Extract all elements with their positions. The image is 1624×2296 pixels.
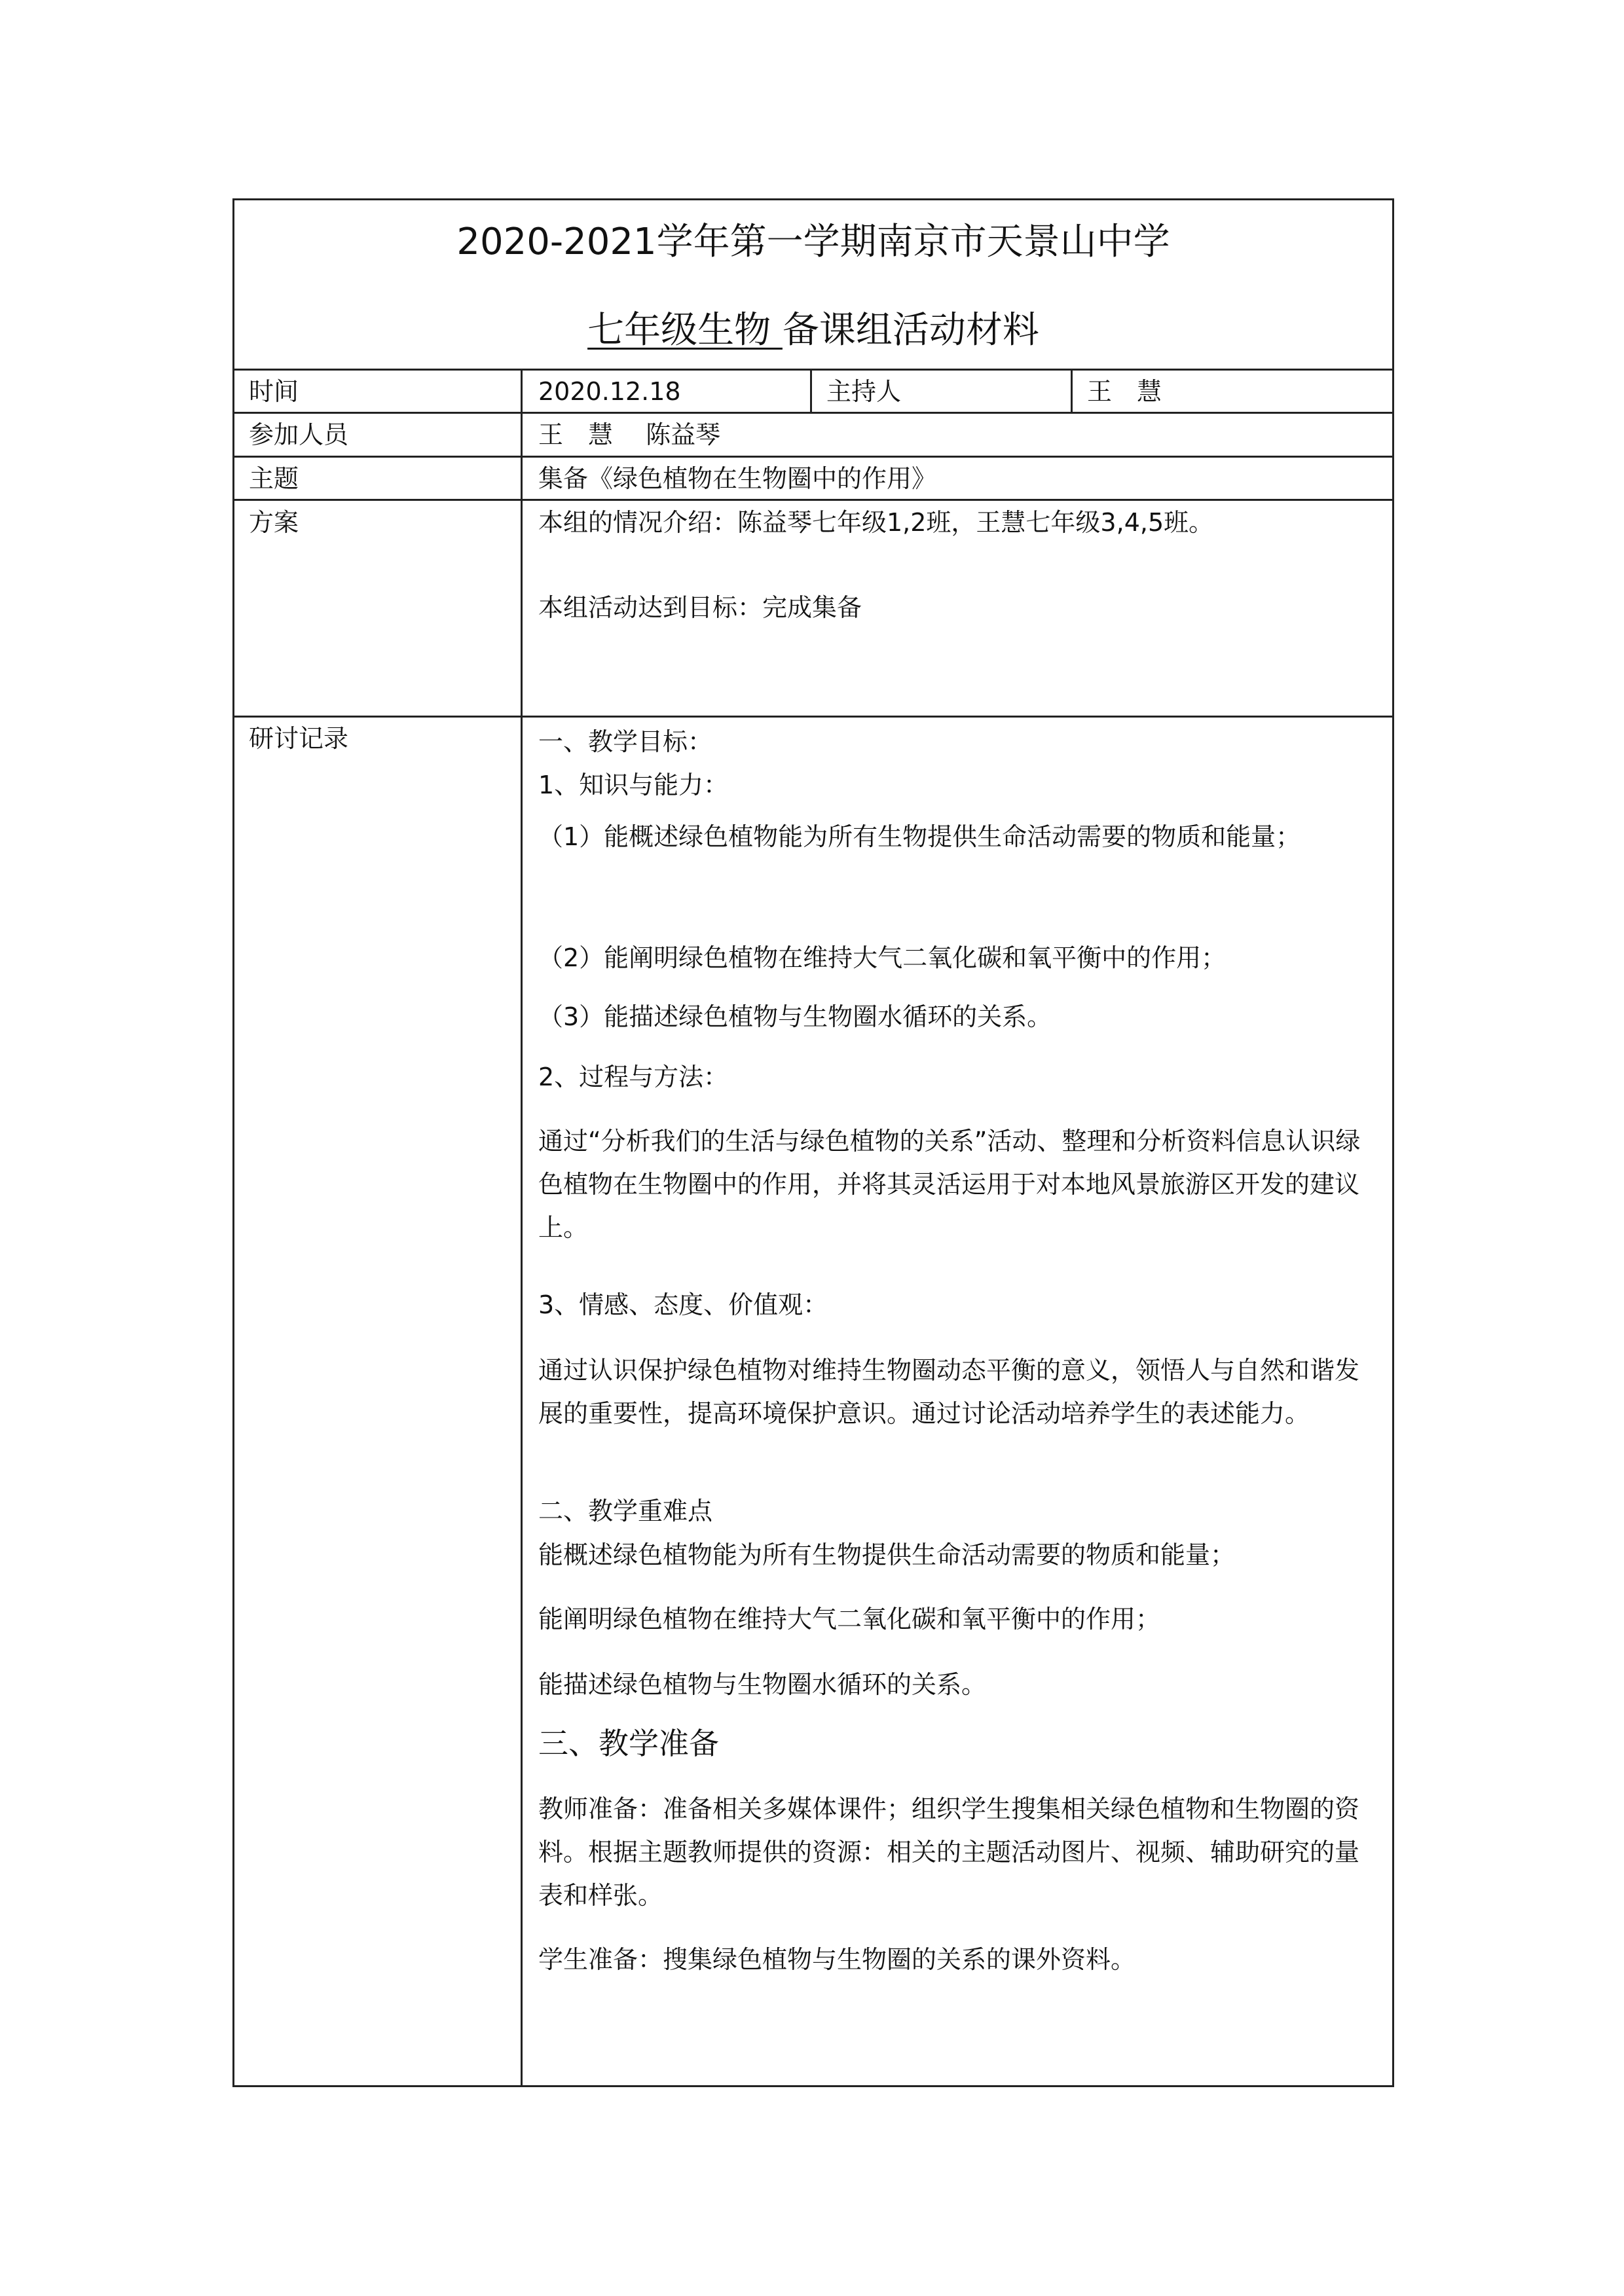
record-line: （3）能描述绿色植物与生物圈水循环的关系。 xyxy=(538,1002,1052,1031)
topic-value: 集备《绿色植物在生物圈中的作用》 xyxy=(538,464,937,493)
record-line: 3、情感、态度、价值观： xyxy=(538,1290,828,1319)
record-line: 能描述绿色植物与生物圈水循环的关系。 xyxy=(538,1670,987,1699)
record-label: 研讨记录 xyxy=(249,724,349,753)
record-heading: 三、教学准备 xyxy=(538,1726,719,1761)
divider xyxy=(521,369,523,2087)
plan-line: 本组的情况介绍：陈益琴七年级1,2班，王慧七年级3,4,5班。 xyxy=(538,508,1214,537)
record-line: （1）能概述绿色植物能为所有生物提供生命活动需要的物质和能量； xyxy=(538,822,1301,851)
subtitle-underlined: 七年级生物 xyxy=(587,309,783,352)
divider xyxy=(232,456,1394,458)
topic-label: 主题 xyxy=(249,464,299,493)
plan-line: 本组活动达到目标：完成集备 xyxy=(538,593,862,622)
record-line: 学生准备：搜集绿色植物与生物圈的关系的课外资料。 xyxy=(538,1945,1136,1974)
host-label: 主持人 xyxy=(826,377,902,406)
divider xyxy=(810,369,812,412)
time-value: 2020.12.18 xyxy=(538,377,681,406)
record-line: 能阐明绿色植物在维持大气二氧化碳和氧平衡中的作用； xyxy=(538,1605,1161,1633)
divider xyxy=(232,716,1394,718)
record-line: 教师准备：准备相关多媒体课件；组织学生搜集相关绿色植物和生物圈的资料。根据主题教师提供的资源：相关的主题活动图片、视频、辅助研究的量表和样张。 xyxy=(538,1795,1360,1910)
record-line: 2、过程与方法： xyxy=(538,1063,729,1091)
subtitle-rest: 备课组活动材料 xyxy=(782,309,1039,352)
record-line: 能概述绿色植物能为所有生物提供生命活动需要的物质和能量； xyxy=(538,1540,1236,1569)
record-line: （2）能阐明绿色植物在维持大气二氧化碳和氧平衡中的作用； xyxy=(538,943,1227,972)
participants-label: 参加人员 xyxy=(249,420,349,449)
time-label: 时间 xyxy=(249,377,299,406)
record-line: 二、教学重难点 xyxy=(538,1497,713,1525)
divider xyxy=(232,412,1394,414)
participants-value: 王 慧 陈益琴 xyxy=(538,420,721,449)
record-line: 1、知识与能力： xyxy=(538,771,729,799)
page-subtitle xyxy=(232,304,1394,357)
divider xyxy=(232,369,1394,371)
divider xyxy=(1071,369,1073,412)
host-value: 王 慧 xyxy=(1087,377,1162,406)
record-line: 一、教学目标： xyxy=(538,727,713,756)
record-line: 通过认识保护绿色植物对维持生物圈动态平衡的意义，领悟人与自然和谐发展的重要性，提高环境保护意识。通过讨论活动培养学生的表述能力。 xyxy=(538,1356,1360,1428)
page-title: 2020-2021学年第一学期南京市天景山中学 xyxy=(456,221,1170,263)
divider xyxy=(232,499,1394,501)
plan-label: 方案 xyxy=(249,508,299,537)
record-line: 通过“分析我们的生活与绿色植物的关系”活动、整理和分析资料信息认识绿色植物在生物圈中的作用，并将其灵活运用于对本地风景旅游区开发的建议上。 xyxy=(538,1127,1361,1242)
